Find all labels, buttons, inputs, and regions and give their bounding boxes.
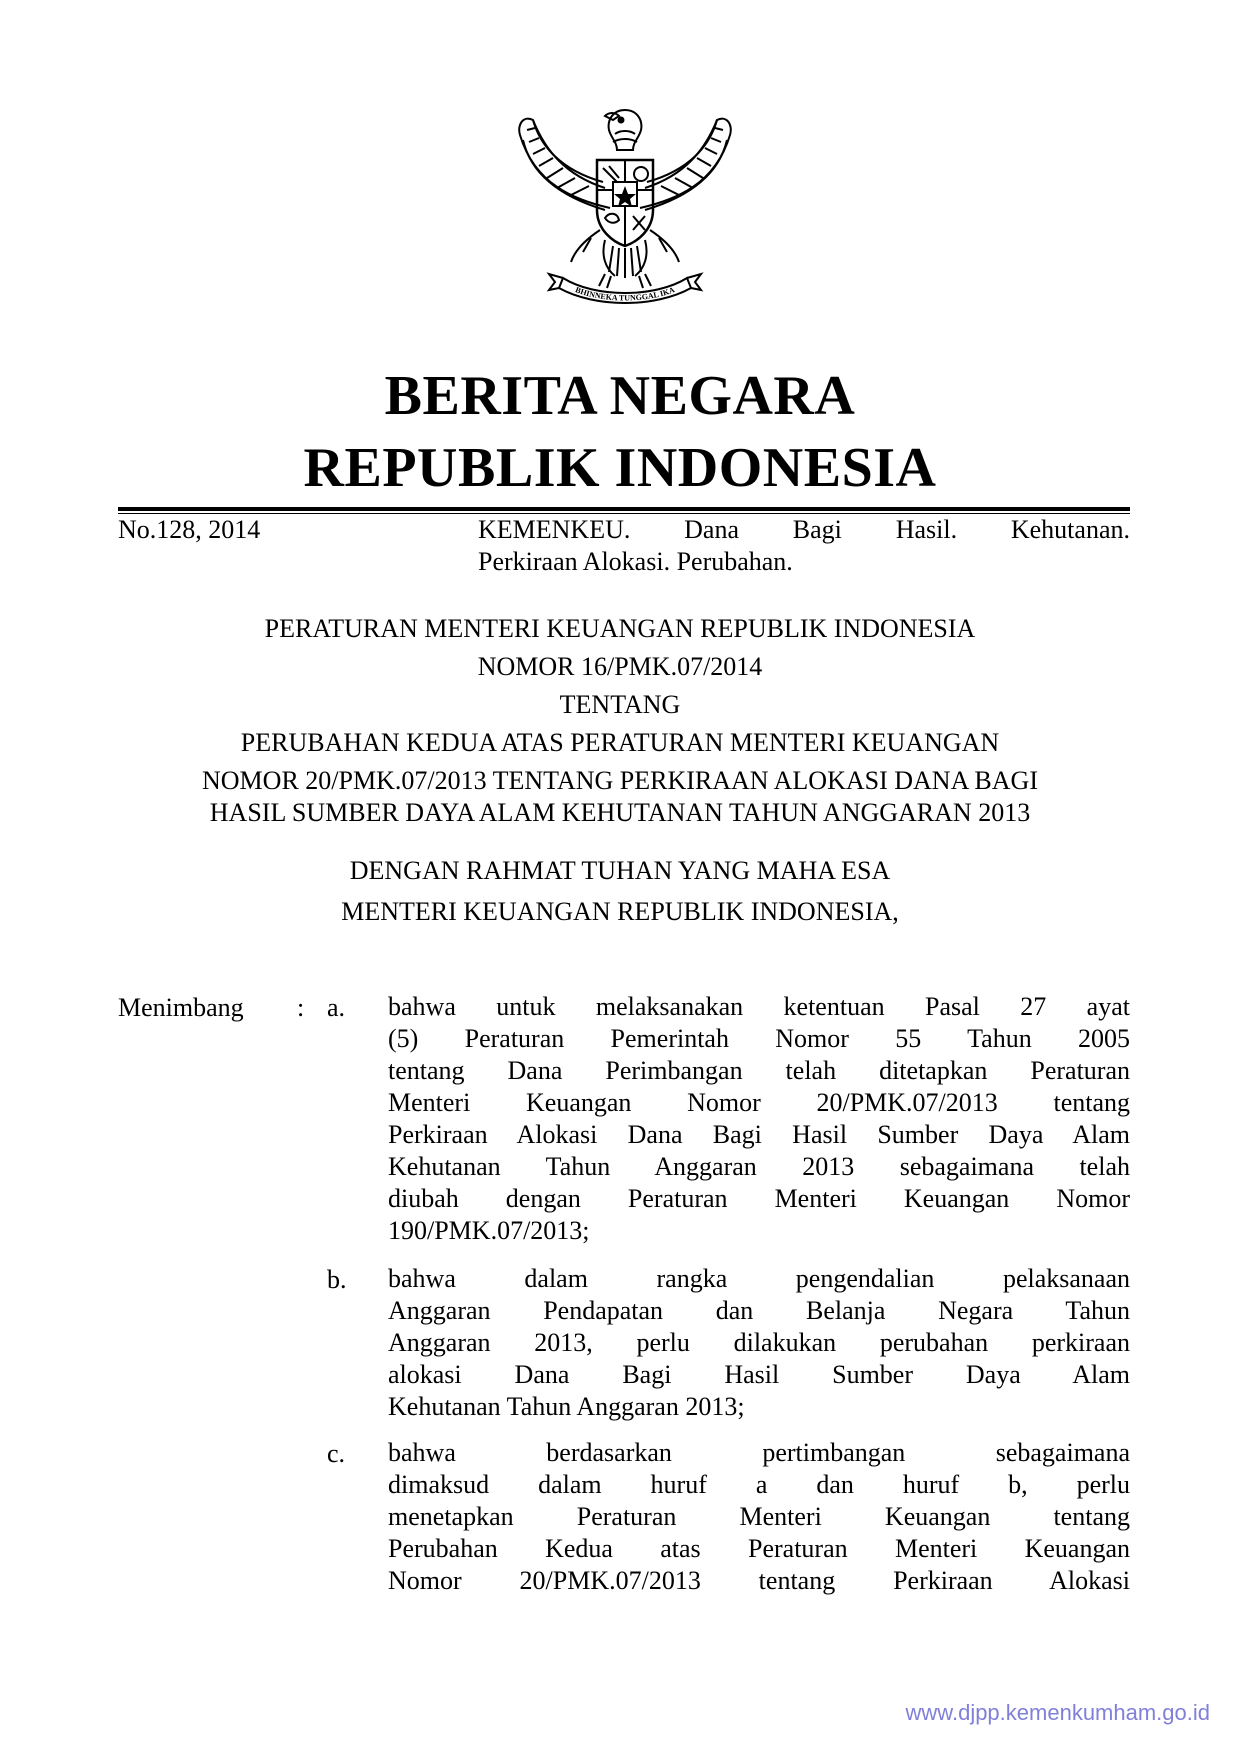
masthead-title-line2: REPUBLIK INDONESIA (303, 437, 937, 499)
item-line: Menteri Keuangan Nomor 20/PMK.07/2013 tentang (388, 1088, 1130, 1117)
emblem-motto: BHINNEKA TUNGGAL IKA (574, 285, 676, 303)
item-line: bahwa dalam rangka pengendalian pelaksanaan (388, 1264, 1130, 1293)
regulation-title-line2: NOMOR 20/PMK.07/2013 TENTANG PERKIRAAN ALOKASI DANA BAGI (202, 766, 1038, 795)
considering-item-b (388, 1263, 1130, 1423)
item-line: (5) Peraturan Pemerintah Nomor 55 Tahun 2005 (388, 1024, 1130, 1053)
masthead-title-line1: BERITA NEGARA (384, 365, 856, 427)
regulation-issuer: PERATURAN MENTERI KEUANGAN REPUBLIK INDONESIA (264, 614, 976, 643)
item-line: Perkiraan Alokasi Dana Bagi Hasil Sumber Daya Alam (388, 1120, 1130, 1149)
item-line: bahwa berdasarkan pertimbangan sebagaimana (388, 1438, 1130, 1467)
considering-item-c (388, 1437, 1130, 1597)
item-line: tentang Dana Perimbangan telah ditetapkan Peraturan (388, 1056, 1130, 1085)
masthead-divider-thick (118, 507, 1130, 511)
gazette-number: No.128, 2014 (118, 515, 261, 544)
considering-label: Menimbang (118, 993, 244, 1022)
item-line: 190/PMK.07/2013; (388, 1216, 590, 1245)
item-line: Anggaran Pendapatan dan Belanja Negara Tahun (388, 1296, 1130, 1325)
considering-item-c-letter: c. (327, 1439, 346, 1468)
item-line: Kehutanan Tahun Anggaran 2013; (388, 1392, 745, 1421)
considering-item-a-letter: a. (327, 993, 346, 1022)
preamble-rahmat: DENGAN RAHMAT TUHAN YANG MAHA ESA (349, 856, 891, 885)
item-line: Nomor 20/PMK.07/2013 tentang Perkiraan Alokasi (388, 1566, 1130, 1595)
footer-url-link[interactable]: www.djpp.kemenkumham.go.id (905, 1700, 1210, 1725)
considering-item-b-letter: b. (327, 1265, 347, 1294)
garuda-emblem-icon (505, 90, 745, 312)
regulation-tentang: TENTANG (559, 690, 681, 719)
regulation-title-line3: HASIL SUMBER DAYA ALAM KEHUTANAN TAHUN ANGGARAN 2013 (209, 798, 1031, 827)
gazette-subject-line1: KEMENKEU. Dana Bagi Hasil. Kehutanan. (478, 515, 1130, 544)
regulation-number: NOMOR 16/PMK.07/2014 (477, 652, 763, 681)
item-line: alokasi Dana Bagi Hasil Sumber Daya Alam (388, 1360, 1130, 1389)
item-line: Anggaran 2013, perlu dilakukan perubahan perkiraan (388, 1328, 1130, 1357)
item-line: Kehutanan Tahun Anggaran 2013 sebagaimana telah (388, 1152, 1130, 1181)
gazette-subject-line2: Perkiraan Alokasi. Perubahan. (478, 547, 793, 576)
item-line: dimaksud dalam huruf a dan huruf b, perlu (388, 1470, 1130, 1499)
item-line: diubah dengan Peraturan Menteri Keuangan Nomor (388, 1184, 1130, 1213)
considering-colon: : (297, 993, 305, 1022)
item-line: Perubahan Kedua atas Peraturan Menteri Keuangan (388, 1534, 1130, 1563)
regulation-title-line1: PERUBAHAN KEDUA ATAS PERATURAN MENTERI KEUANGAN (240, 728, 1000, 757)
item-line: bahwa untuk melaksanakan ketentuan Pasal 27 ayat (388, 992, 1130, 1021)
considering-item-a (388, 991, 1130, 1247)
item-line: menetapkan Peraturan Menteri Keuangan tentang (388, 1502, 1130, 1531)
preamble-minister: MENTERI KEUANGAN REPUBLIK INDONESIA, (341, 897, 899, 926)
